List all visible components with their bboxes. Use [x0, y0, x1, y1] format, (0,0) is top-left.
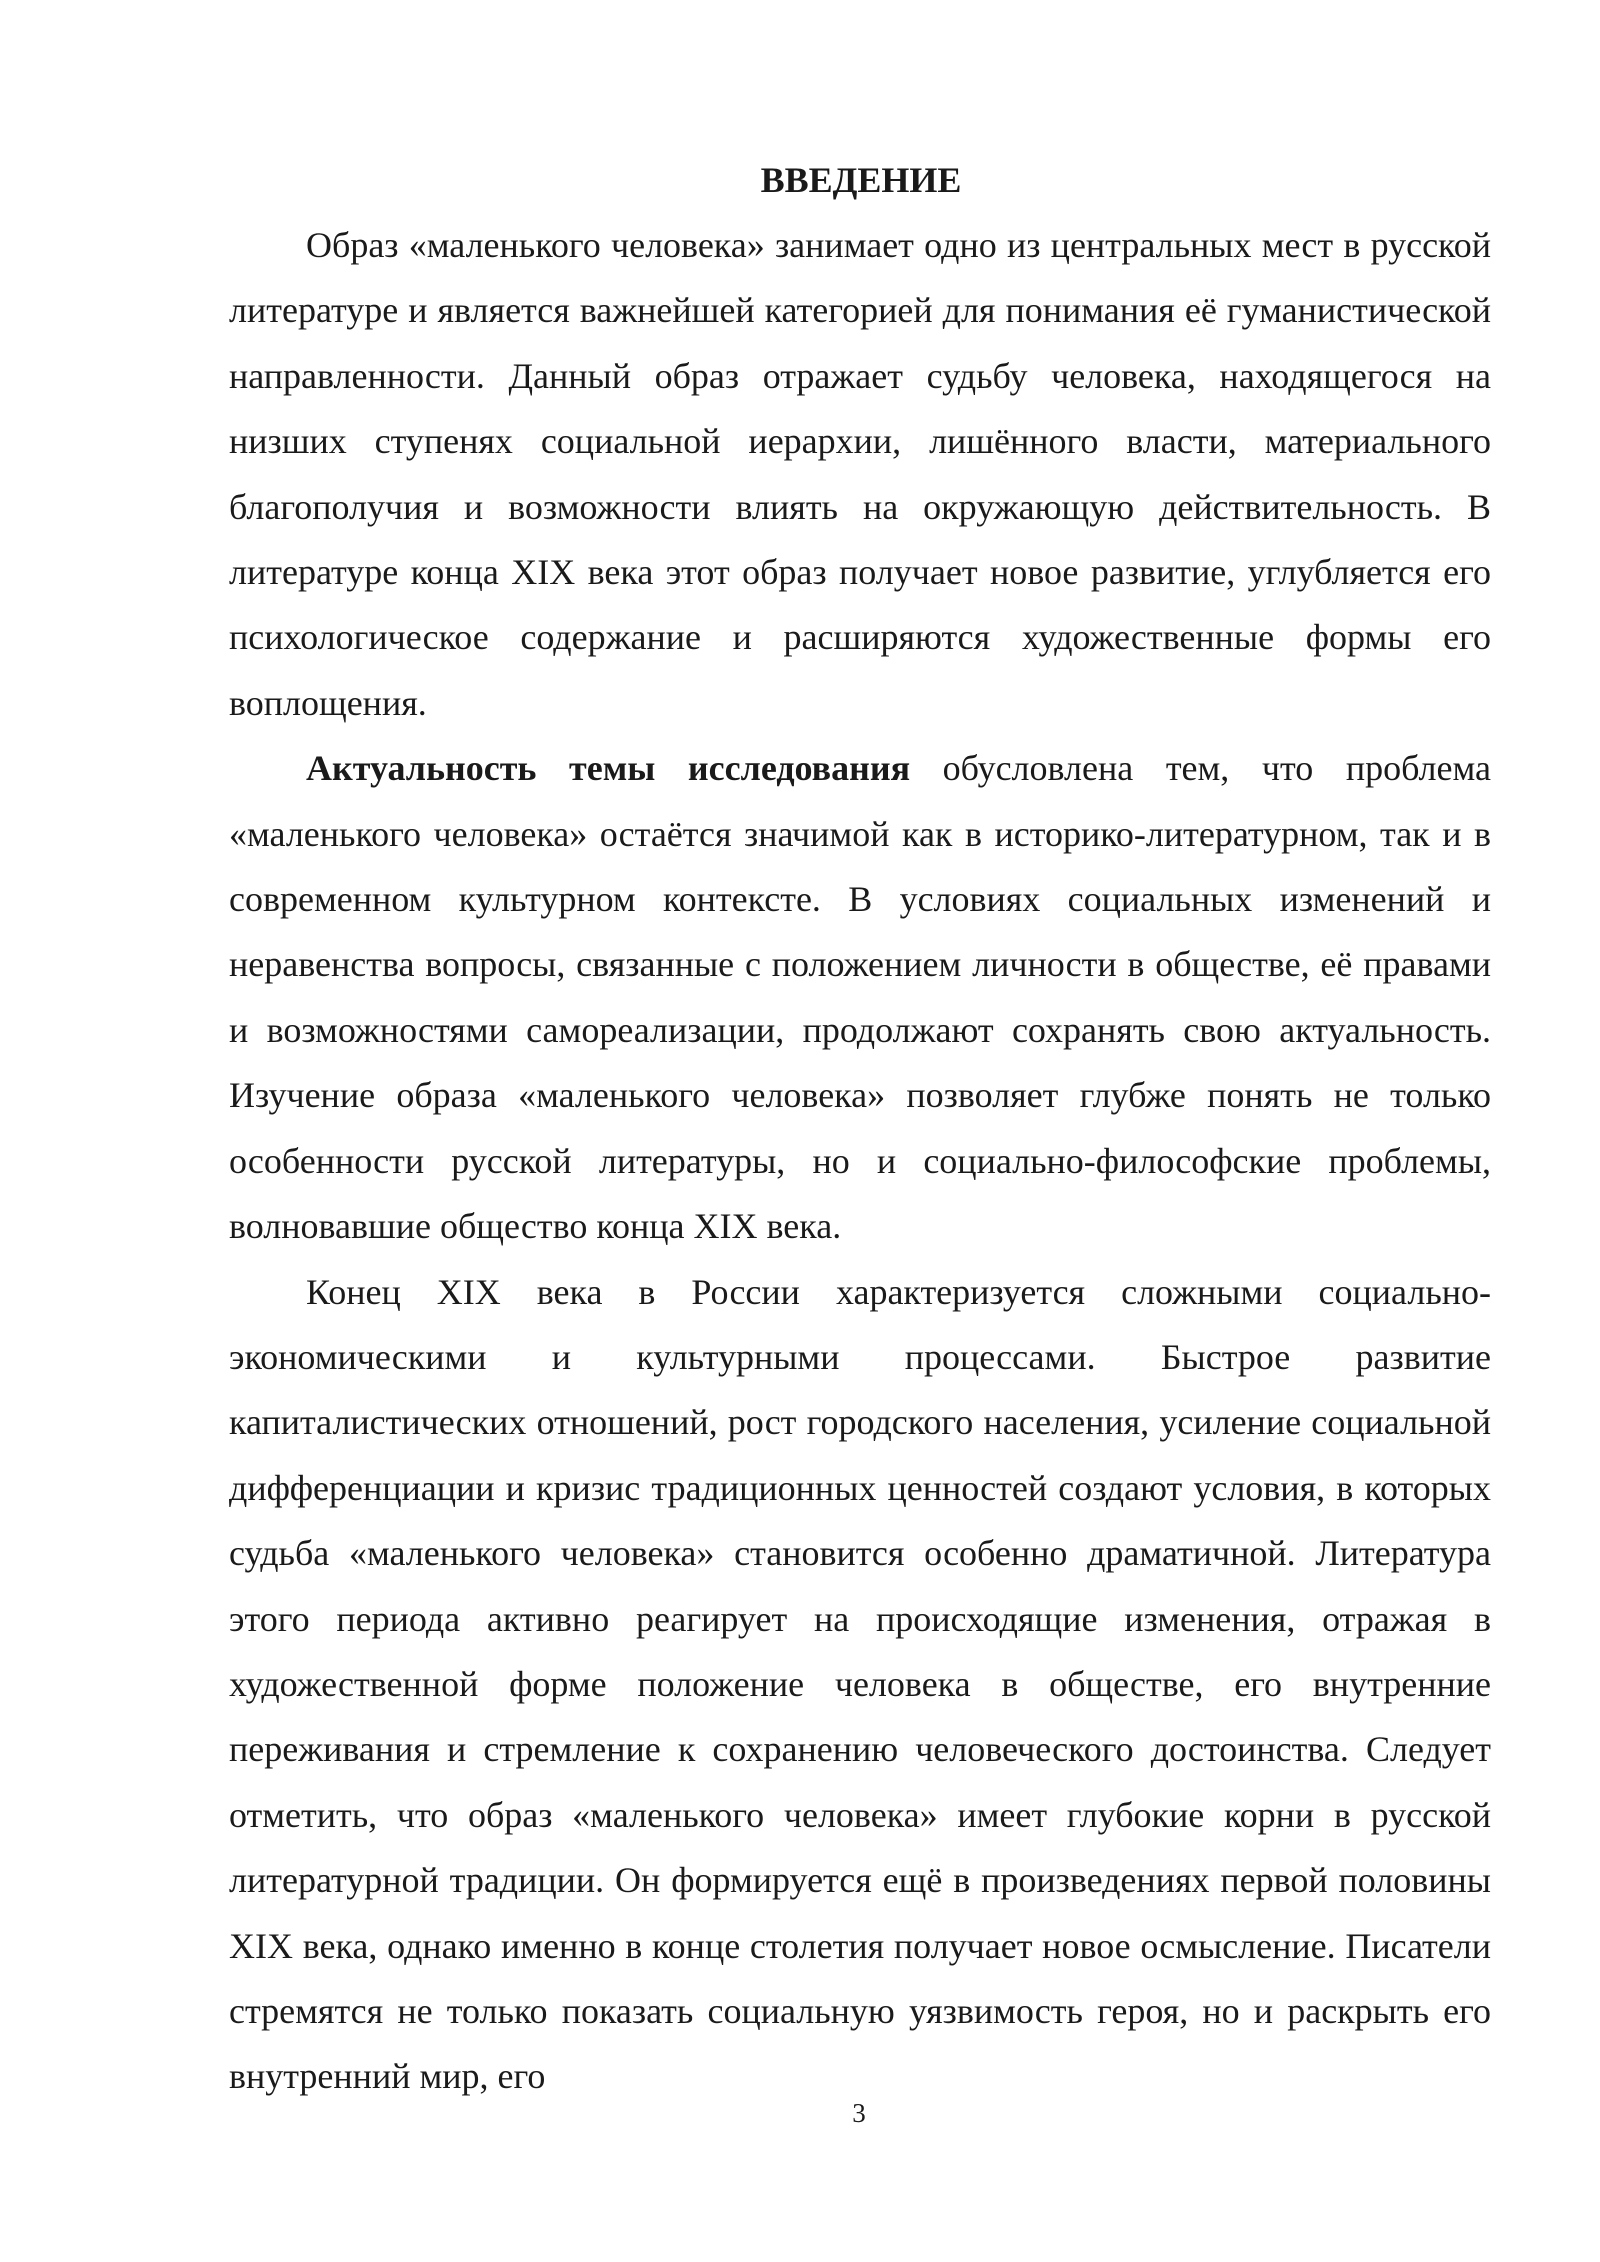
relevance-text: обусловлена тем, что проблема «маленького человека» остаётся значимой как в историко-литературном, так и в современном культурном контексте. В условиях социальных изменений и неравенства вопросы, связанные с положением личности в обществе, её правами и возможностями самореализации, продолжают сохранять свою актуальность. Изучение образа «маленького человека» позволяет глубже понять не только особенности русской литературы, но и социально-философские проблемы, волновавшие общество конца XIX века.	[229, 748, 1491, 1247]
page-number: 3	[852, 2098, 866, 2128]
relevance-bold-label: Актуальность темы исследования	[306, 748, 911, 789]
paragraph-context: Конец XIX века в России характеризуется сложными социально-экономическими и культурными процессами. Быстрое развитие капиталистических отношений, рост городского населения, усиление социальной дифференциации и кризис традиционных ценностей создают условия, в которых судьба «маленького человека» становится особенно драматичной. Литература этого периода активно реагирует на происходящие изменения, отражая в художественной форме положение человека в обществе, его внутренние переживания и стремление к сохранению человеческого достоинства. Следует отметить, что образ «маленького человека» имеет глубокие корни в русской литературной традиции. Он формируется ещё в произведениях первой половины XIX века, однако именно в конце столетия получает новое осмысление. Писатели стремятся не только показать социальную уязвимость героя, но и раскрыть его внутренний мир, его	[229, 1271, 1491, 2097]
page-content	[229, 148, 1491, 2110]
paragraph-relevance	[229, 736, 1491, 1259]
section-heading: ВВЕДЕНИЕ	[760, 160, 962, 200]
paragraph-intro: Образ «маленького человека» занимает одно из центральных мест в русской литературе и является важнейшей категорией для понимания её гуманистической направленности. Данный образ отражает судьбу человека, находящегося на низших ступенях социальной иерархии, лишённого власти, материального благополучия и возможности влиять на окружающую действительность. В литературе конца XIX века этот образ получает новое развитие, углубляется его психологическое содержание и расширяются художественные формы его воплощения.	[229, 225, 1491, 723]
